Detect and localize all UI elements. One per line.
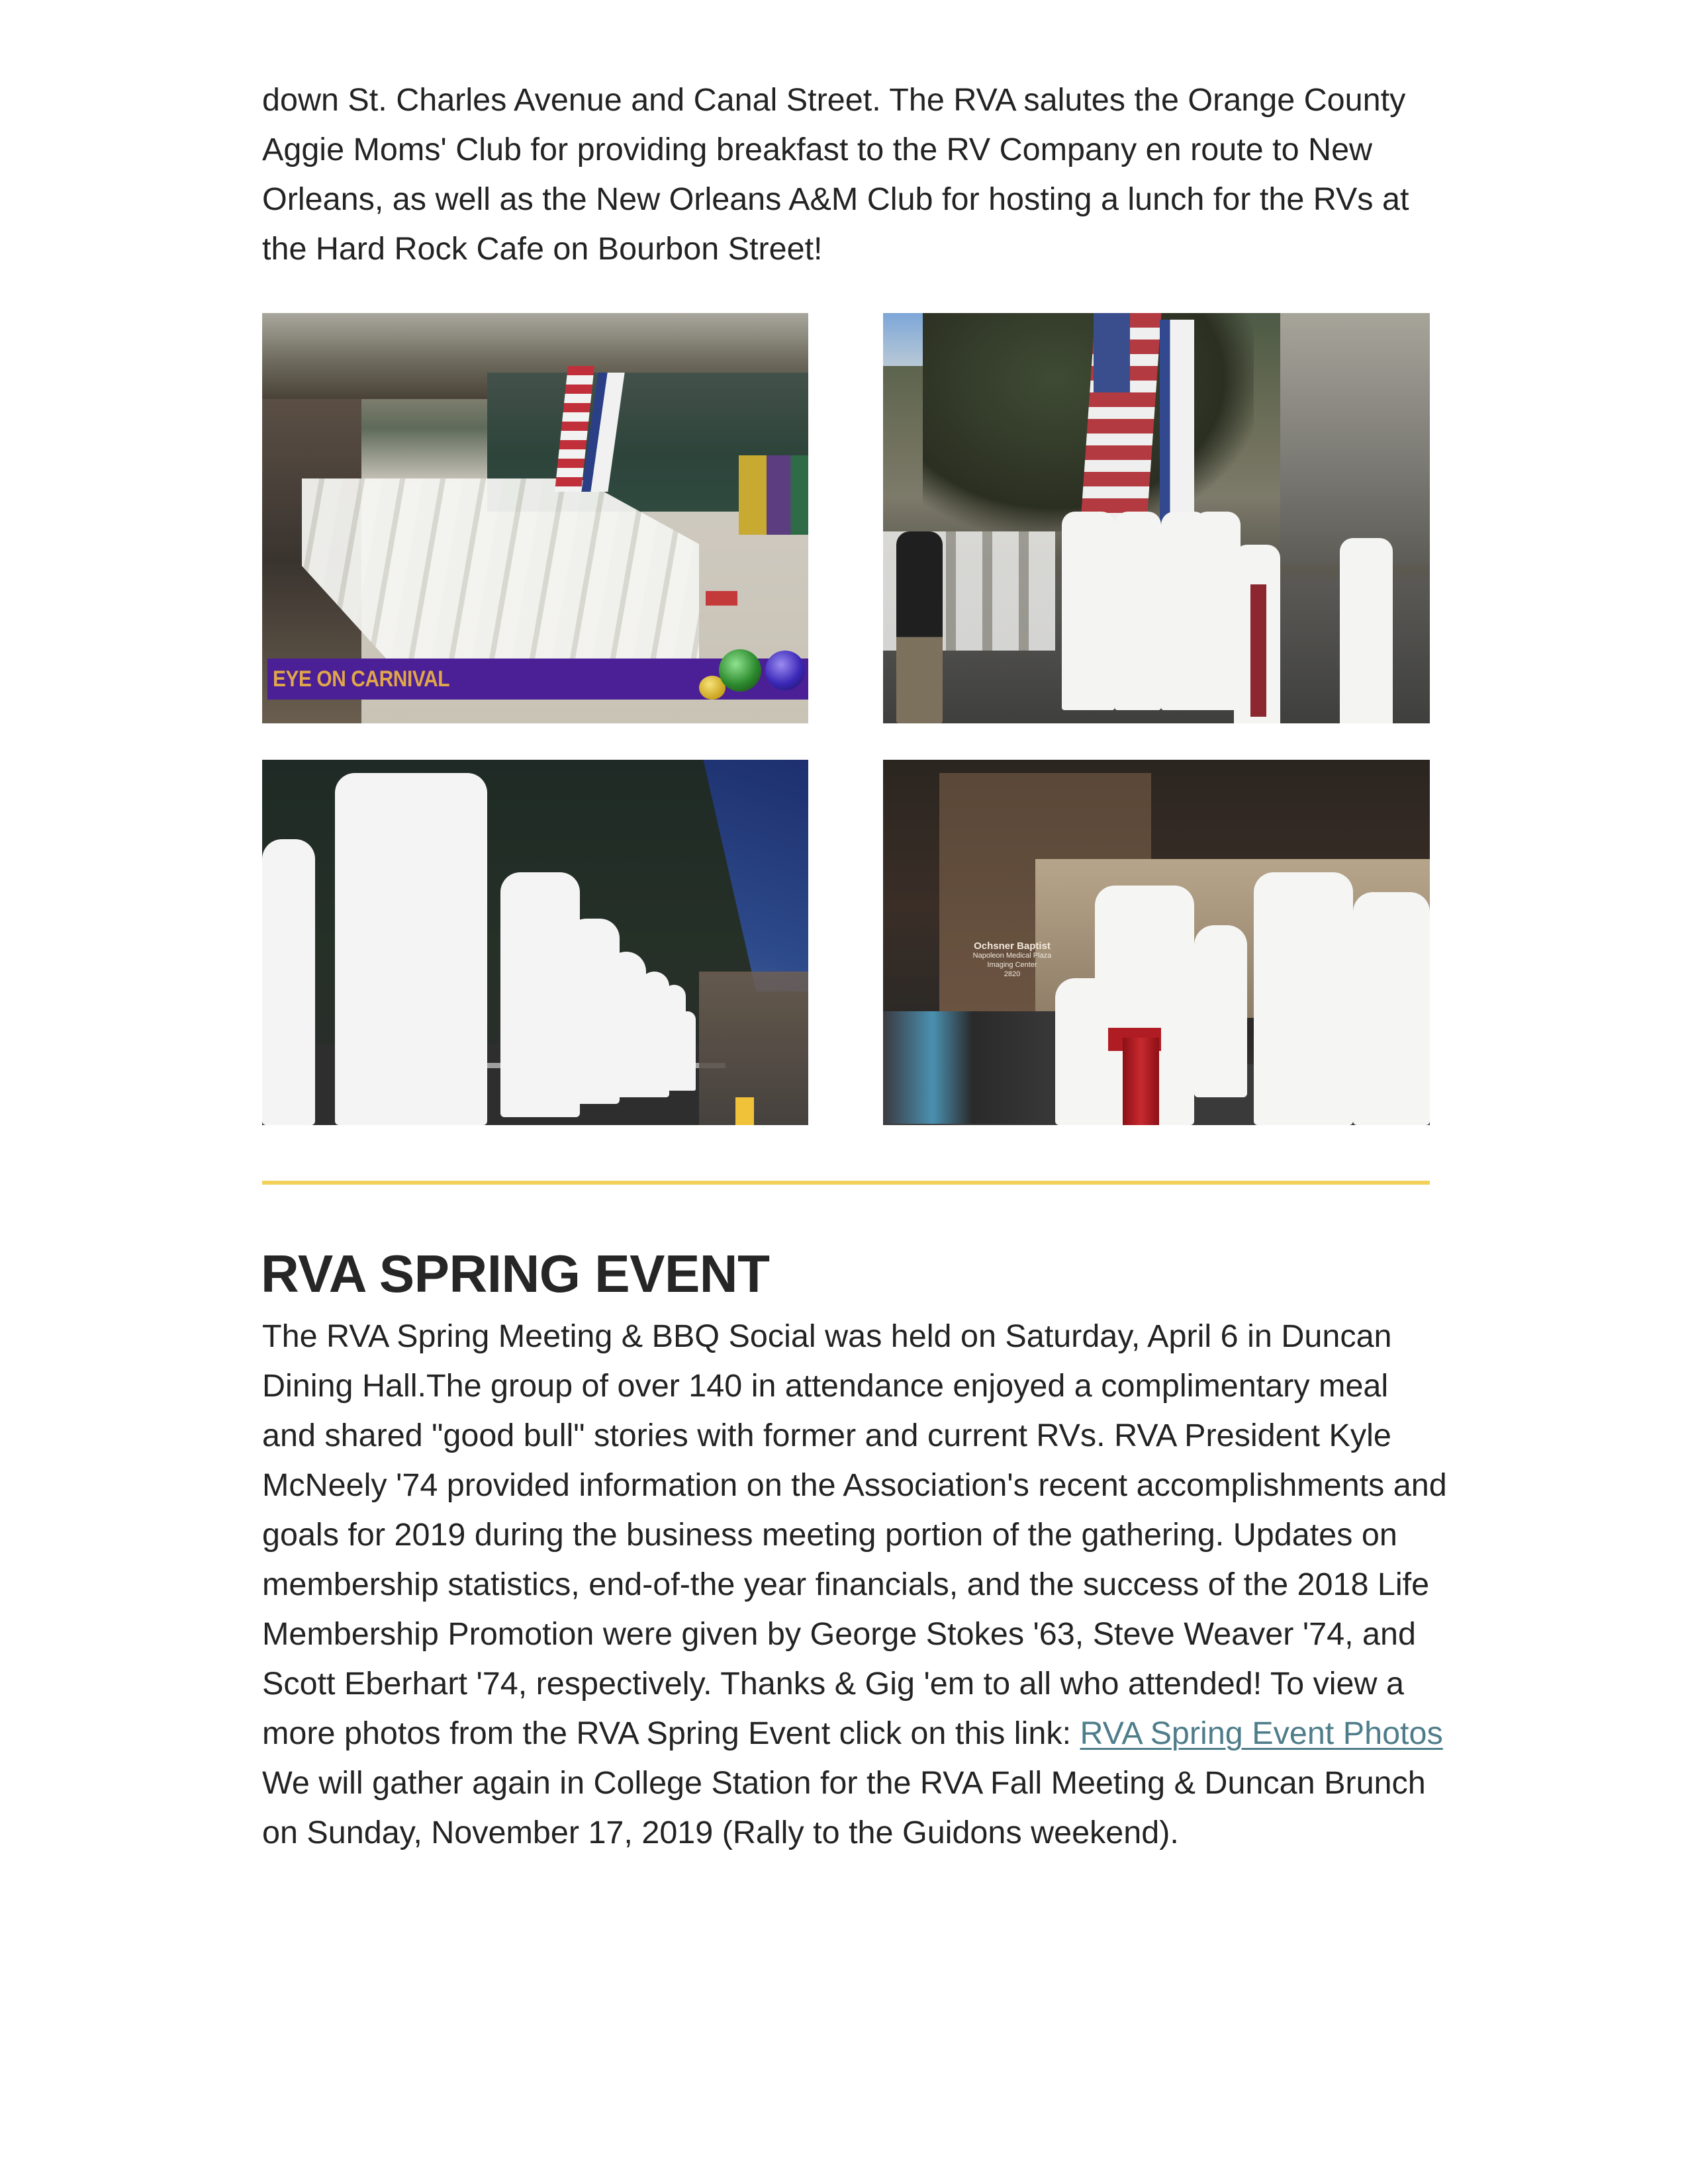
us-flag-canton [1094,313,1130,392]
red-sash [1250,584,1266,717]
mardi-gras-banner [739,455,808,535]
sign-line: Imaging Center [987,961,1037,969]
spring-event-photos-link[interactable]: RVA Spring Event Photos [1080,1715,1443,1751]
sign-line: 2820 [1004,970,1021,978]
cadet [1115,512,1161,710]
section-divider [262,1181,1430,1185]
cadet [500,872,580,1117]
photo-parade-eye-on-carnival [262,313,808,723]
texas-flag [1160,320,1194,545]
photo-house [1280,313,1430,565]
cadet [1254,872,1353,1125]
cadet [1340,538,1393,723]
sign-line: Ochsner Baptist [974,940,1051,952]
photo-cadets-marching [262,760,808,1125]
section-title: RVA SPRING EVENT [261,1244,770,1303]
building-sign [972,942,1052,979]
sign-line: Napoleon Medical Plaza [972,952,1052,960]
bead-icon [765,651,805,690]
section-body [262,1312,1447,1858]
photo-yellow-bag [735,1097,754,1125]
photo-walker [896,531,943,723]
red-sash [1123,1038,1159,1125]
photo-cadets-ochsner [883,760,1430,1125]
cadet [335,773,487,1125]
bead-icon [719,649,761,692]
photo-color-guard [883,313,1430,723]
red-sash [706,591,737,606]
cadet [1353,892,1430,1125]
body-text: We will gather again in College Station for the RVA Fall Meeting & Duncan Brunch on Sunday, November 17, 2019 (Rally to the Guidons weekend). [262,1765,1426,1850]
photo-sky [633,760,808,991]
cadet [1062,512,1115,710]
cadet [1194,925,1247,1097]
cadet [262,839,315,1125]
body-text: The RVA Spring Meeting & BBQ Social was held on Saturday, April 6 in Duncan Dining Hall.The group of over 140 in attendance enjoyed a complimentary meal and shared "good bull" stories with former and current RVs. RVA President Kyle McNeely '74 provided information on the Association's recent accomplishments and goals for 2019 during the business meeting portion of the gathering. Updates on membership statistics, end-of-the year financials, and the success of the 2018 Life Membership Promotion were given by George Stokes '63, Steve Weaver '74, and Scott Eberhart '74, respectively. Thanks & Gig 'em to all who attended! To view a more photos from the RVA Spring Event click on this link: [262,1318,1447,1751]
photo-crowd [883,1011,1082,1124]
intro-paragraph: down St. Charles Avenue and Canal Street. The RVA salutes the Orange County Aggie Moms' Club for providing breakfast to the RV Company en route to New Orleans, as well as the New Orleans A&M Club for hosting a lunch for the RVs at the Hard Rock Cafe on Bourbon Street! [262,82,1409,267]
tv-caption-text: EYE ON CARNIVAL [273,666,450,692]
